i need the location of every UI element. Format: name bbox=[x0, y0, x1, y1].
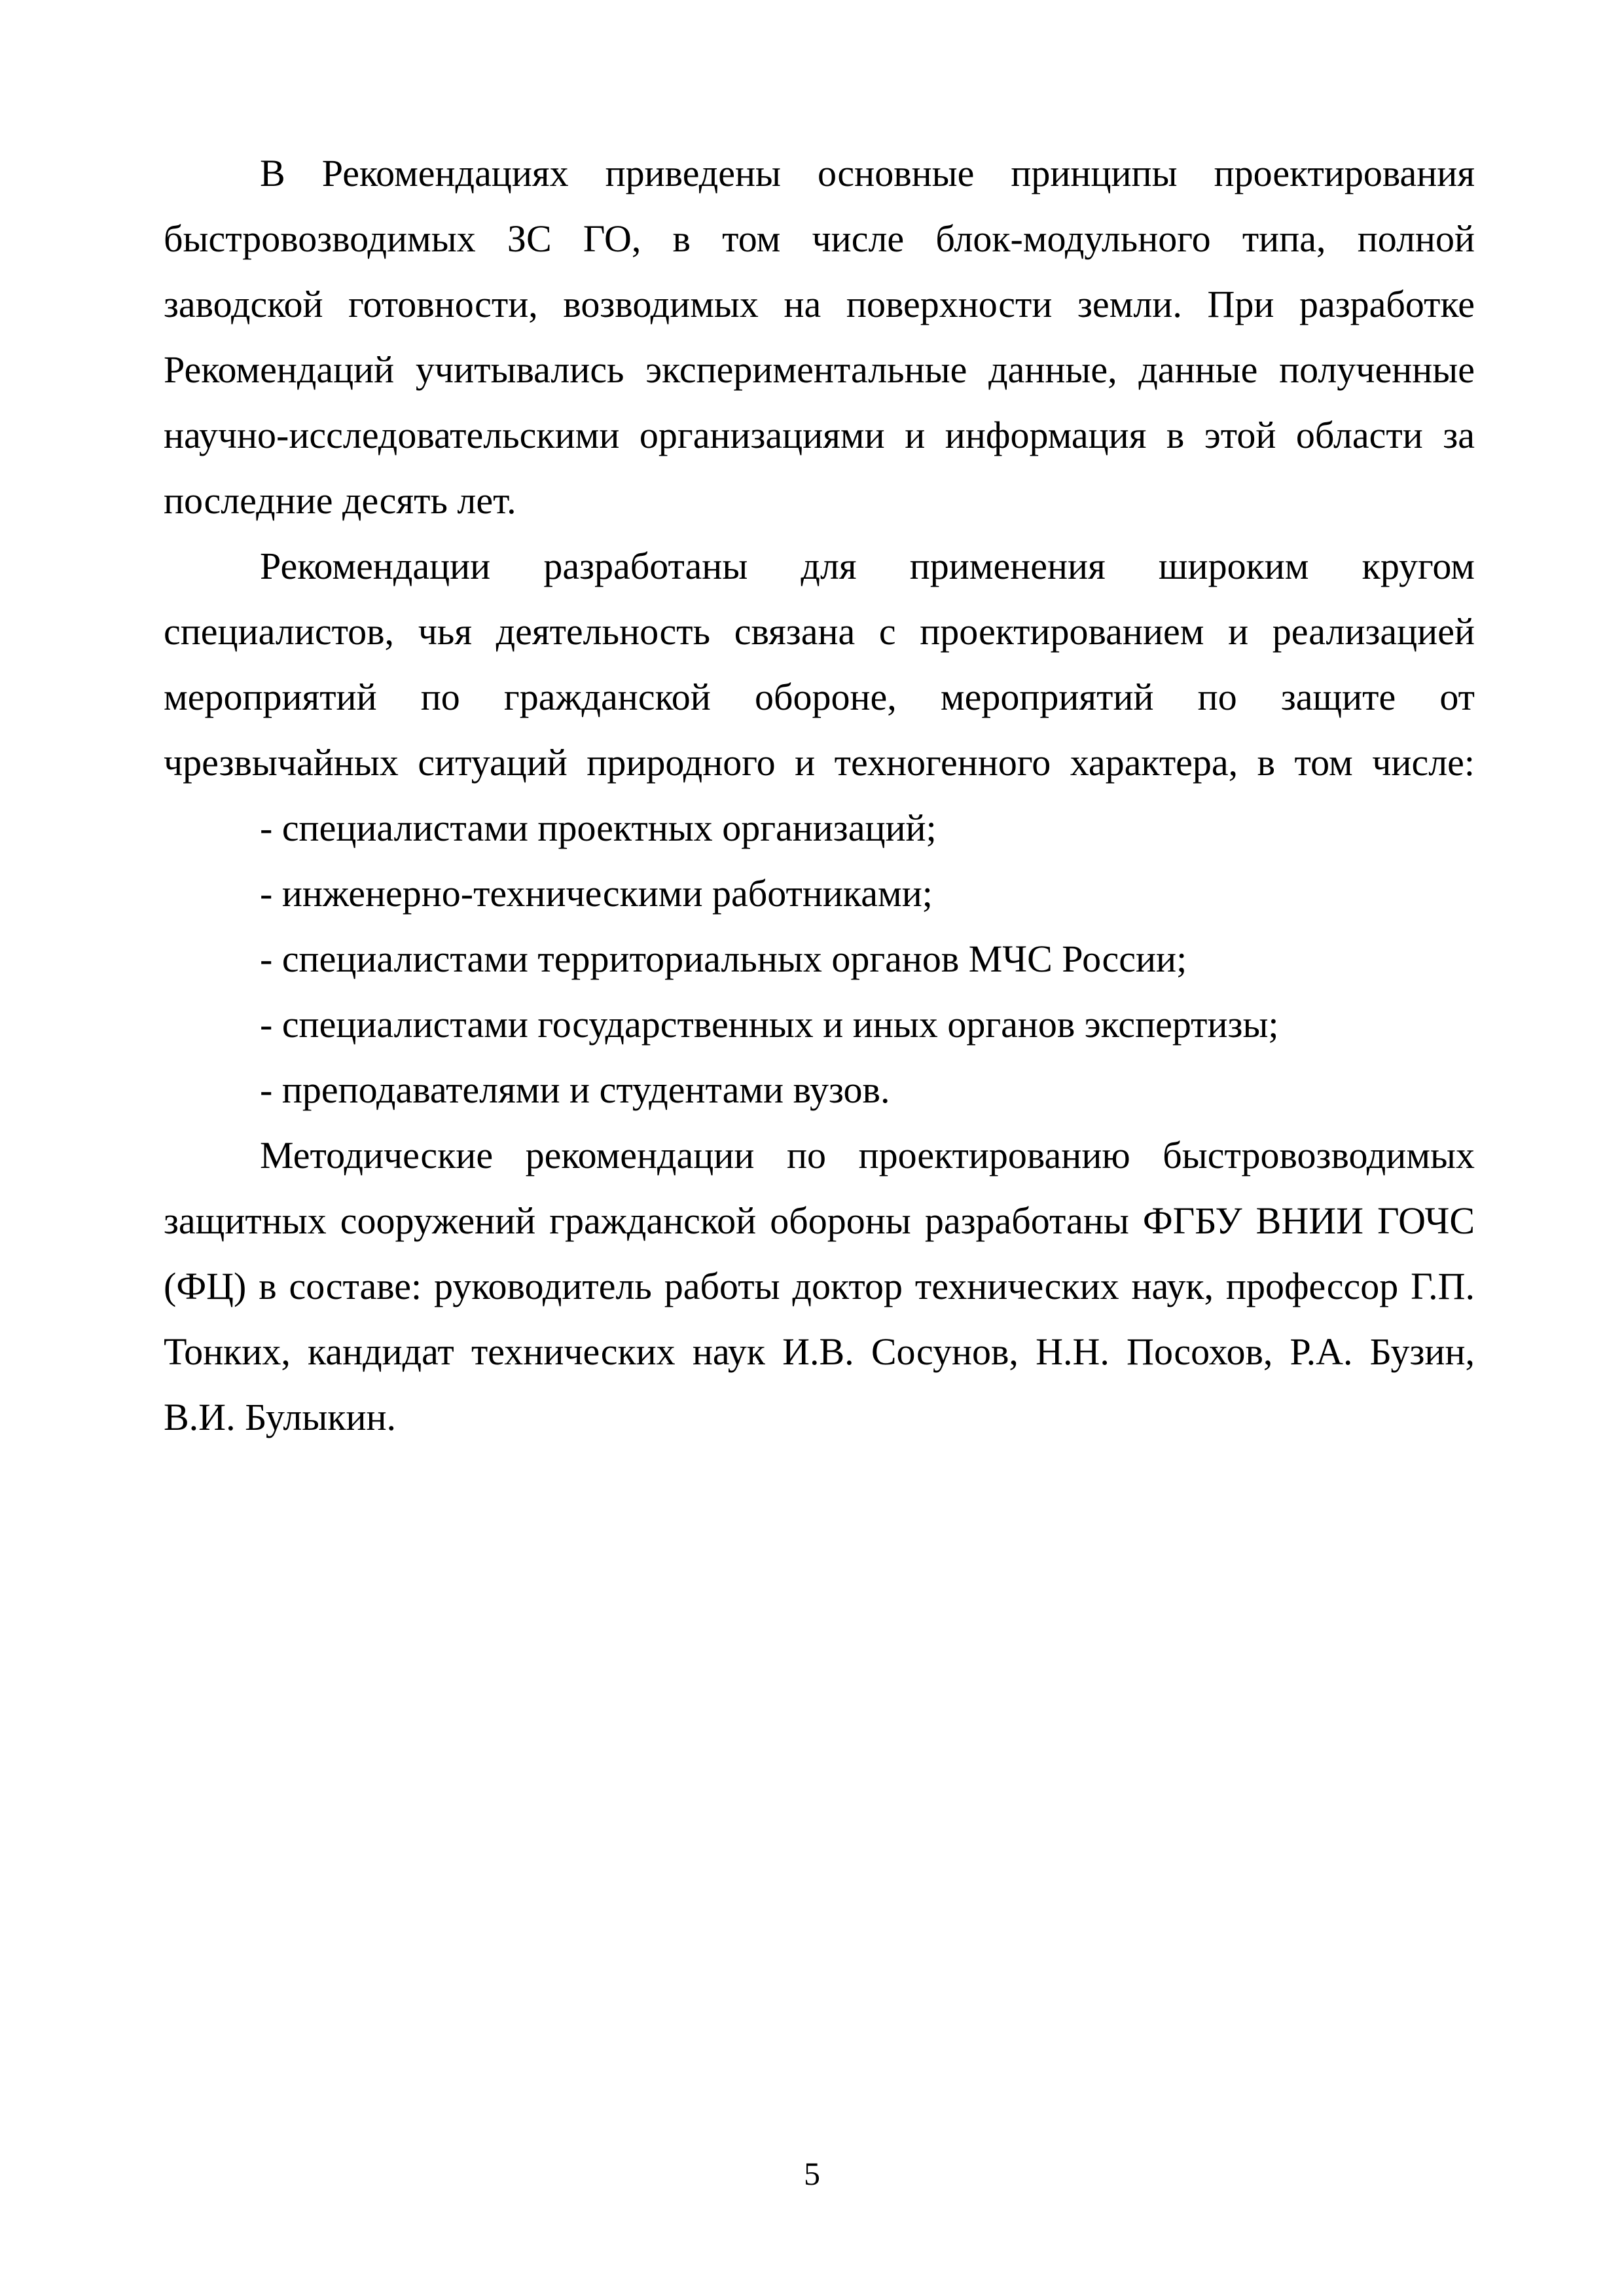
list-item: - специалистами проектных организаций; bbox=[260, 807, 937, 849]
text-line: Рекомендации разработаны для применения широким кругом bbox=[260, 545, 1475, 587]
text-line: мероприятий по гражданской обороне, мероприятий по защите от bbox=[164, 676, 1475, 718]
paragraph-intro bbox=[164, 141, 1475, 534]
text-line: чрезвычайных ситуаций природного и техногенного характера, в том числе: bbox=[164, 741, 1475, 784]
list-item: - специалистами территориальных органов МЧС России; bbox=[260, 938, 1187, 980]
text-line: быстровозводимых ЗС ГО, в том числе блок-модульного типа, полной bbox=[164, 217, 1475, 260]
list-item: - специалистами государственных и иных органов экспертизы; bbox=[260, 1003, 1279, 1046]
text-line: Методические рекомендации по проектированию быстровозводимых bbox=[260, 1134, 1475, 1176]
text-line: В Рекомендациях приведены основные принципы проектирования bbox=[260, 152, 1475, 194]
text-line: специалистов, чья деятельность связана с проектированием и реализацией bbox=[164, 610, 1475, 653]
text-line: Рекомендаций учитывались экспериментальные данные, данные полученные bbox=[164, 348, 1475, 391]
list-item: - инженерно-техническими работниками; bbox=[260, 872, 933, 915]
text-line: последние десять лет. bbox=[164, 479, 516, 522]
audience-list bbox=[164, 795, 1475, 1123]
document-body bbox=[164, 141, 1475, 1450]
text-line: В.И. Булыкин. bbox=[164, 1396, 397, 1438]
text-line: заводской готовности, возводимых на поверхности земли. При разработке bbox=[164, 283, 1475, 325]
text-line: научно-исследовательскими организациями и информация в этой области за bbox=[164, 414, 1475, 456]
paragraph-audience bbox=[164, 534, 1475, 795]
text-line: Тонких, кандидат технических наук И.В. Сосунов, Н.Н. Посохов, Р.А. Бузин, bbox=[164, 1330, 1475, 1373]
page-number: 5 bbox=[804, 2155, 820, 2192]
paragraph-authors bbox=[164, 1123, 1475, 1450]
text-line: (ФЦ) в составе: руководитель работы доктор технических наук, профессор Г.П. bbox=[164, 1265, 1475, 1307]
text-line: защитных сооружений гражданской обороны разработаны ФГБУ ВНИИ ГОЧС bbox=[164, 1199, 1475, 1242]
list-item: - преподавателями и студентами вузов. bbox=[260, 1068, 890, 1111]
